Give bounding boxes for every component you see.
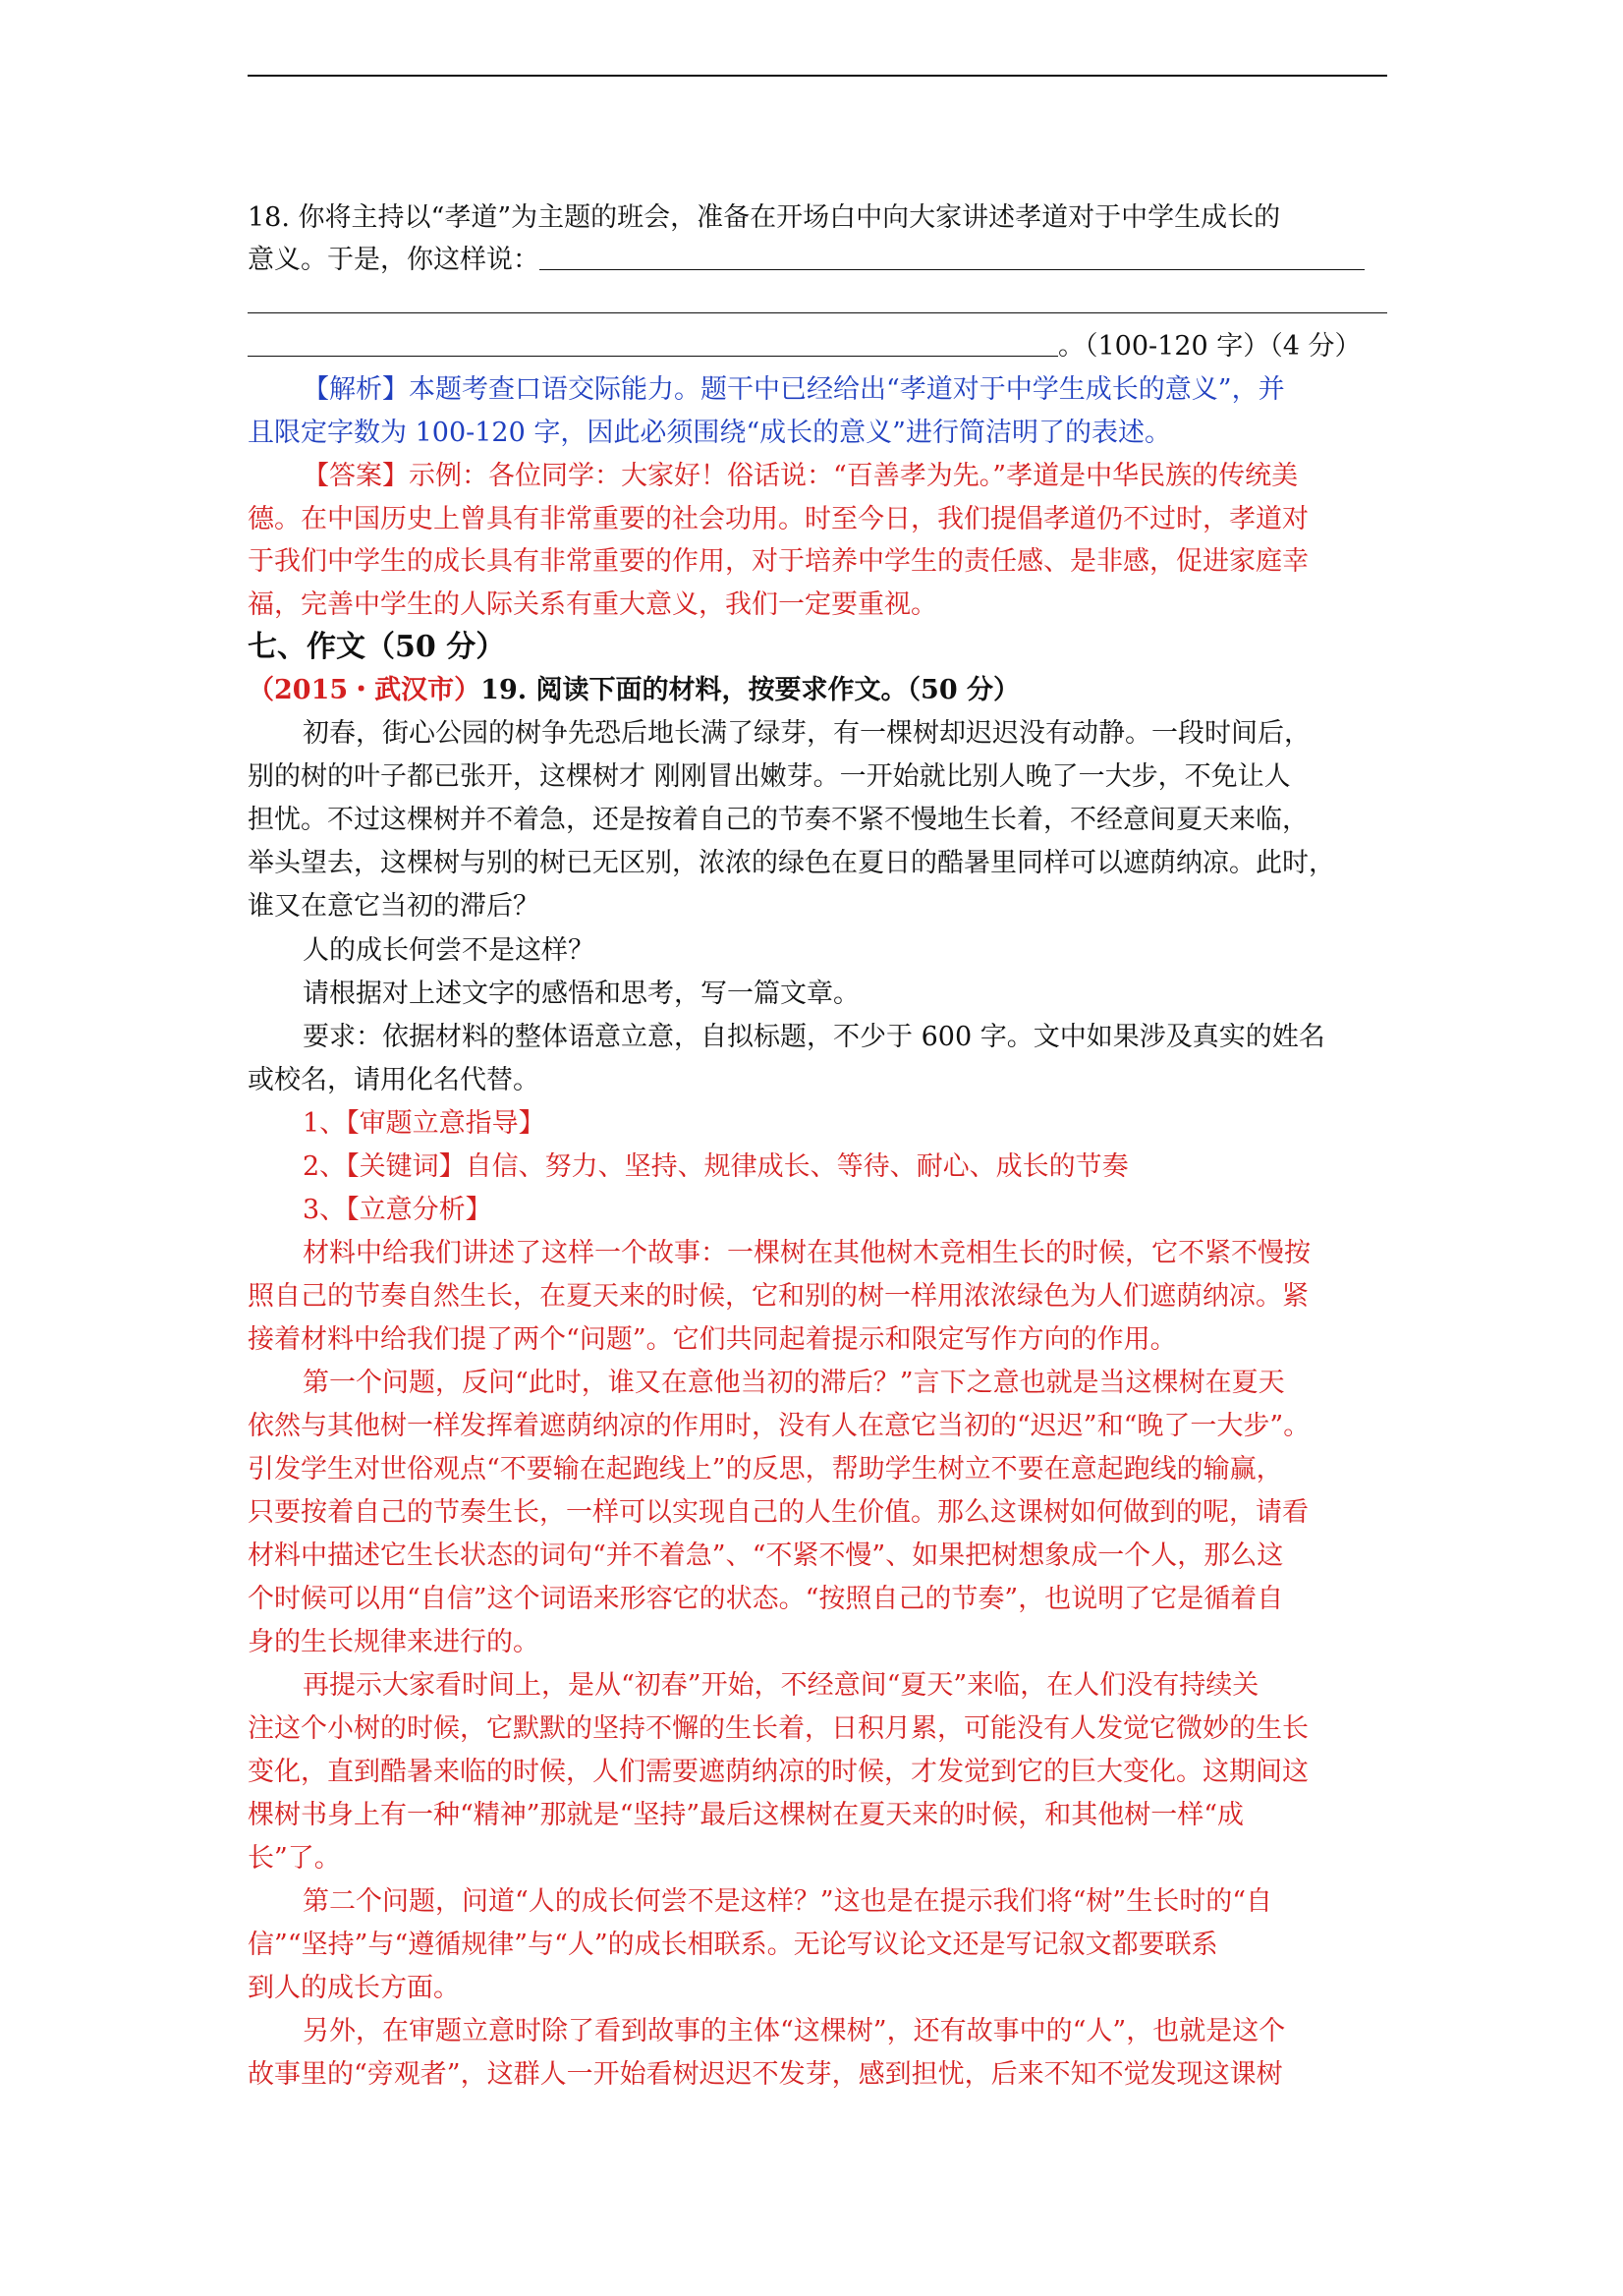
- analysis-para-line-2: 照自己的节奏自然生长，在夏天来的时候，它和别的树一样用浓浓绿色为人们遮荫纳凉。紧: [248, 1281, 1309, 1312]
- answer-label: 【答案】: [303, 461, 409, 491]
- guide-item-1: 1、【审题立意指导】: [303, 1108, 545, 1139]
- q19-source: （2015・武汉市）: [248, 675, 481, 705]
- analysis-line-1: [248, 370, 1387, 410]
- analysis-para-line-11: 再提示大家看时间上，是从“初春”开始，不经意间“夏天”来临，在人们没有持续关: [303, 1670, 1259, 1701]
- q18-line-1: 18. 你将主持以“孝道”为主题的班会，准备在开场白中向大家讲述孝道对于中学生成长的: [248, 202, 1281, 233]
- analysis-label: 【解析】: [303, 374, 409, 405]
- analysis-para-line-16: 第二个问题，问道“人的成长何尝不是这样？”这也是在提示我们将“树”生长时的“自: [303, 1886, 1273, 1917]
- material-line-1: 初春，街心公园的树争先恐后地长满了绿芽，有一棵树却迟迟没有动静。一段时间后，: [303, 718, 1311, 749]
- answer-blank-3[interactable]: [248, 330, 1058, 357]
- analysis-para-line-3: 接着材料中给我们提了两个“问题”。它们共同起着提示和限定写作方向的作用。: [248, 1324, 1177, 1355]
- guide-item-3: 3、【立意分析】: [303, 1195, 492, 1225]
- analysis-para-line-12: 注这个小树的时候，它默默的坚持不懈的生长着，日积月累，可能没有人发觉它微妙的生长: [248, 1713, 1309, 1744]
- analysis-para-line-8: 材料中描述它生长状态的词句“并不着急”、“不紧不慢”、如果把树想象成一个人，那么这: [248, 1540, 1284, 1571]
- analysis-para-line-13: 变化，直到酷暑来临的时候，人们需要遮荫纳凉的时候，才发觉到它的巨大变化。这期间这: [248, 1757, 1309, 1787]
- analysis-para-line-17: 信”“坚持”与“遵循规律”与“人”的成长相联系。无论写议论文还是写记叙文都要联系: [248, 1930, 1218, 1960]
- guide-item-2: 2、【关键词】自信、努力、坚持、规律成长、等待、耐心、成长的节奏: [303, 1151, 1129, 1182]
- answer-text-1: 示例：各位同学：大家好！俗话说：“百善孝为先。”孝道是中华民族的传统美: [409, 461, 1299, 491]
- analysis-para-line-7: 只要按着自己的节奏生长，一样可以实现自己的人生价值。那么这课树如何做到的呢，请看: [248, 1497, 1309, 1528]
- header-rule: [248, 75, 1387, 77]
- analysis-para-line-10: 身的生长规律来进行的。: [248, 1627, 539, 1657]
- analysis-para-line-1: 材料中给我们讲述了这样一个故事：一棵树在其他树木竞相生长的时候，它不紧不慢按: [303, 1238, 1311, 1268]
- prompt-line-2: 请根据对上述文字的感悟和思考，写一篇文章。: [303, 979, 860, 1009]
- prompt-line-4: 或校名，请用化名代替。: [248, 1065, 539, 1095]
- analysis-para-line-4: 第一个问题，反问“此时，谁又在意他当初的滞后？”言下之意也就是当这棵树在夏天: [303, 1368, 1285, 1398]
- answer-line-2: 德。在中国历史上曾具有非常重要的社会功用。时至今日，我们提倡孝道仍不过时，孝道对: [248, 504, 1309, 534]
- prompt-line-3: 要求：依据材料的整体语意立意，自拟标题，不少于 600 字。文中如果涉及真实的姓名: [303, 1022, 1325, 1052]
- analysis-line-2: 且限定字数为 100-120 字，因此必须围绕“成长的意义”进行简洁明了的表述。: [248, 418, 1171, 448]
- answer-blank-1[interactable]: [539, 244, 1365, 270]
- material-line-4: 举头望去，这棵树与别的树已无区别，浓浓的绿色在夏日的酷暑里同样可以遮荫纳凉。此时，: [248, 848, 1335, 878]
- q18-word-limit: 。（100-120 字）（4 分）: [1058, 331, 1362, 362]
- analysis-para-line-6: 引发学生对世俗观点“不要输在起跑线上”的反思，帮助学生树立不要在意起跑线的输赢，: [248, 1454, 1283, 1484]
- q18-line-4: [248, 327, 1387, 366]
- section-heading: 七、作文（50 分）: [248, 630, 506, 664]
- answer-blank-2[interactable]: [248, 312, 1387, 313]
- analysis-para-line-15: 长”了。: [248, 1843, 341, 1874]
- prompt-line-1: 人的成长何尝不是这样？: [303, 935, 594, 966]
- material-line-3: 担忧。不过这棵树并不着急，还是按着自己的节奏不紧不慢地生长着，不经意间夏天来临，: [248, 805, 1309, 835]
- analysis-para-line-18: 到人的成长方面。: [248, 1973, 460, 2003]
- answer-line-3: 于我们中学生的成长具有非常重要的作用，对于培养中学生的责任感、是非感，促进家庭幸: [248, 546, 1309, 577]
- analysis-para-line-14: 棵树书身上有一种“精神”那就是“坚持”最后这棵树在夏天来的时候，和其他树一样“成: [248, 1800, 1245, 1830]
- document-page: [248, 0, 1387, 2296]
- analysis-text-1: 本题考查口语交际能力。题干中已经给出“孝道对于中学生成长的意义”，并: [409, 374, 1285, 405]
- q18-line-2: [248, 241, 1387, 280]
- analysis-para-line-20: 故事里的“旁观者”，这群人一开始看树迟迟不发芽，感到担忧，后来不知不觉发现这课树: [248, 2059, 1283, 2090]
- q18-line-2-text: 意义。于是，你这样说：: [248, 245, 539, 275]
- q19-line: [248, 671, 1387, 710]
- material-line-2: 别的树的叶子都已张开，这棵树才 刚刚冒出嫩芽。一开始就比别人晚了一大步，不免让人: [248, 761, 1291, 792]
- material-line-5: 谁又在意它当初的滞后？: [248, 891, 539, 922]
- analysis-para-line-5: 依然与其他树一样发挥着遮荫纳凉的作用时，没有人在意它当初的“迟迟”和“晚了一大步”。: [248, 1411, 1311, 1441]
- analysis-para-line-9: 个时候可以用“自信”这个词语来形容它的状态。“按照自己的节奏”，也说明了它是循着自: [248, 1584, 1284, 1614]
- analysis-para-line-19: 另外，在审题立意时除了看到故事的主体“这棵树”，还有故事中的“人”，也就是这个: [303, 2016, 1286, 2046]
- q19-instruction: 19. 阅读下面的材料，按要求作文。（50 分）: [480, 675, 1021, 705]
- answer-line-1: [248, 457, 1387, 496]
- answer-line-4: 福，完善中学生的人际关系有重大意义，我们一定要重视。: [248, 589, 937, 620]
